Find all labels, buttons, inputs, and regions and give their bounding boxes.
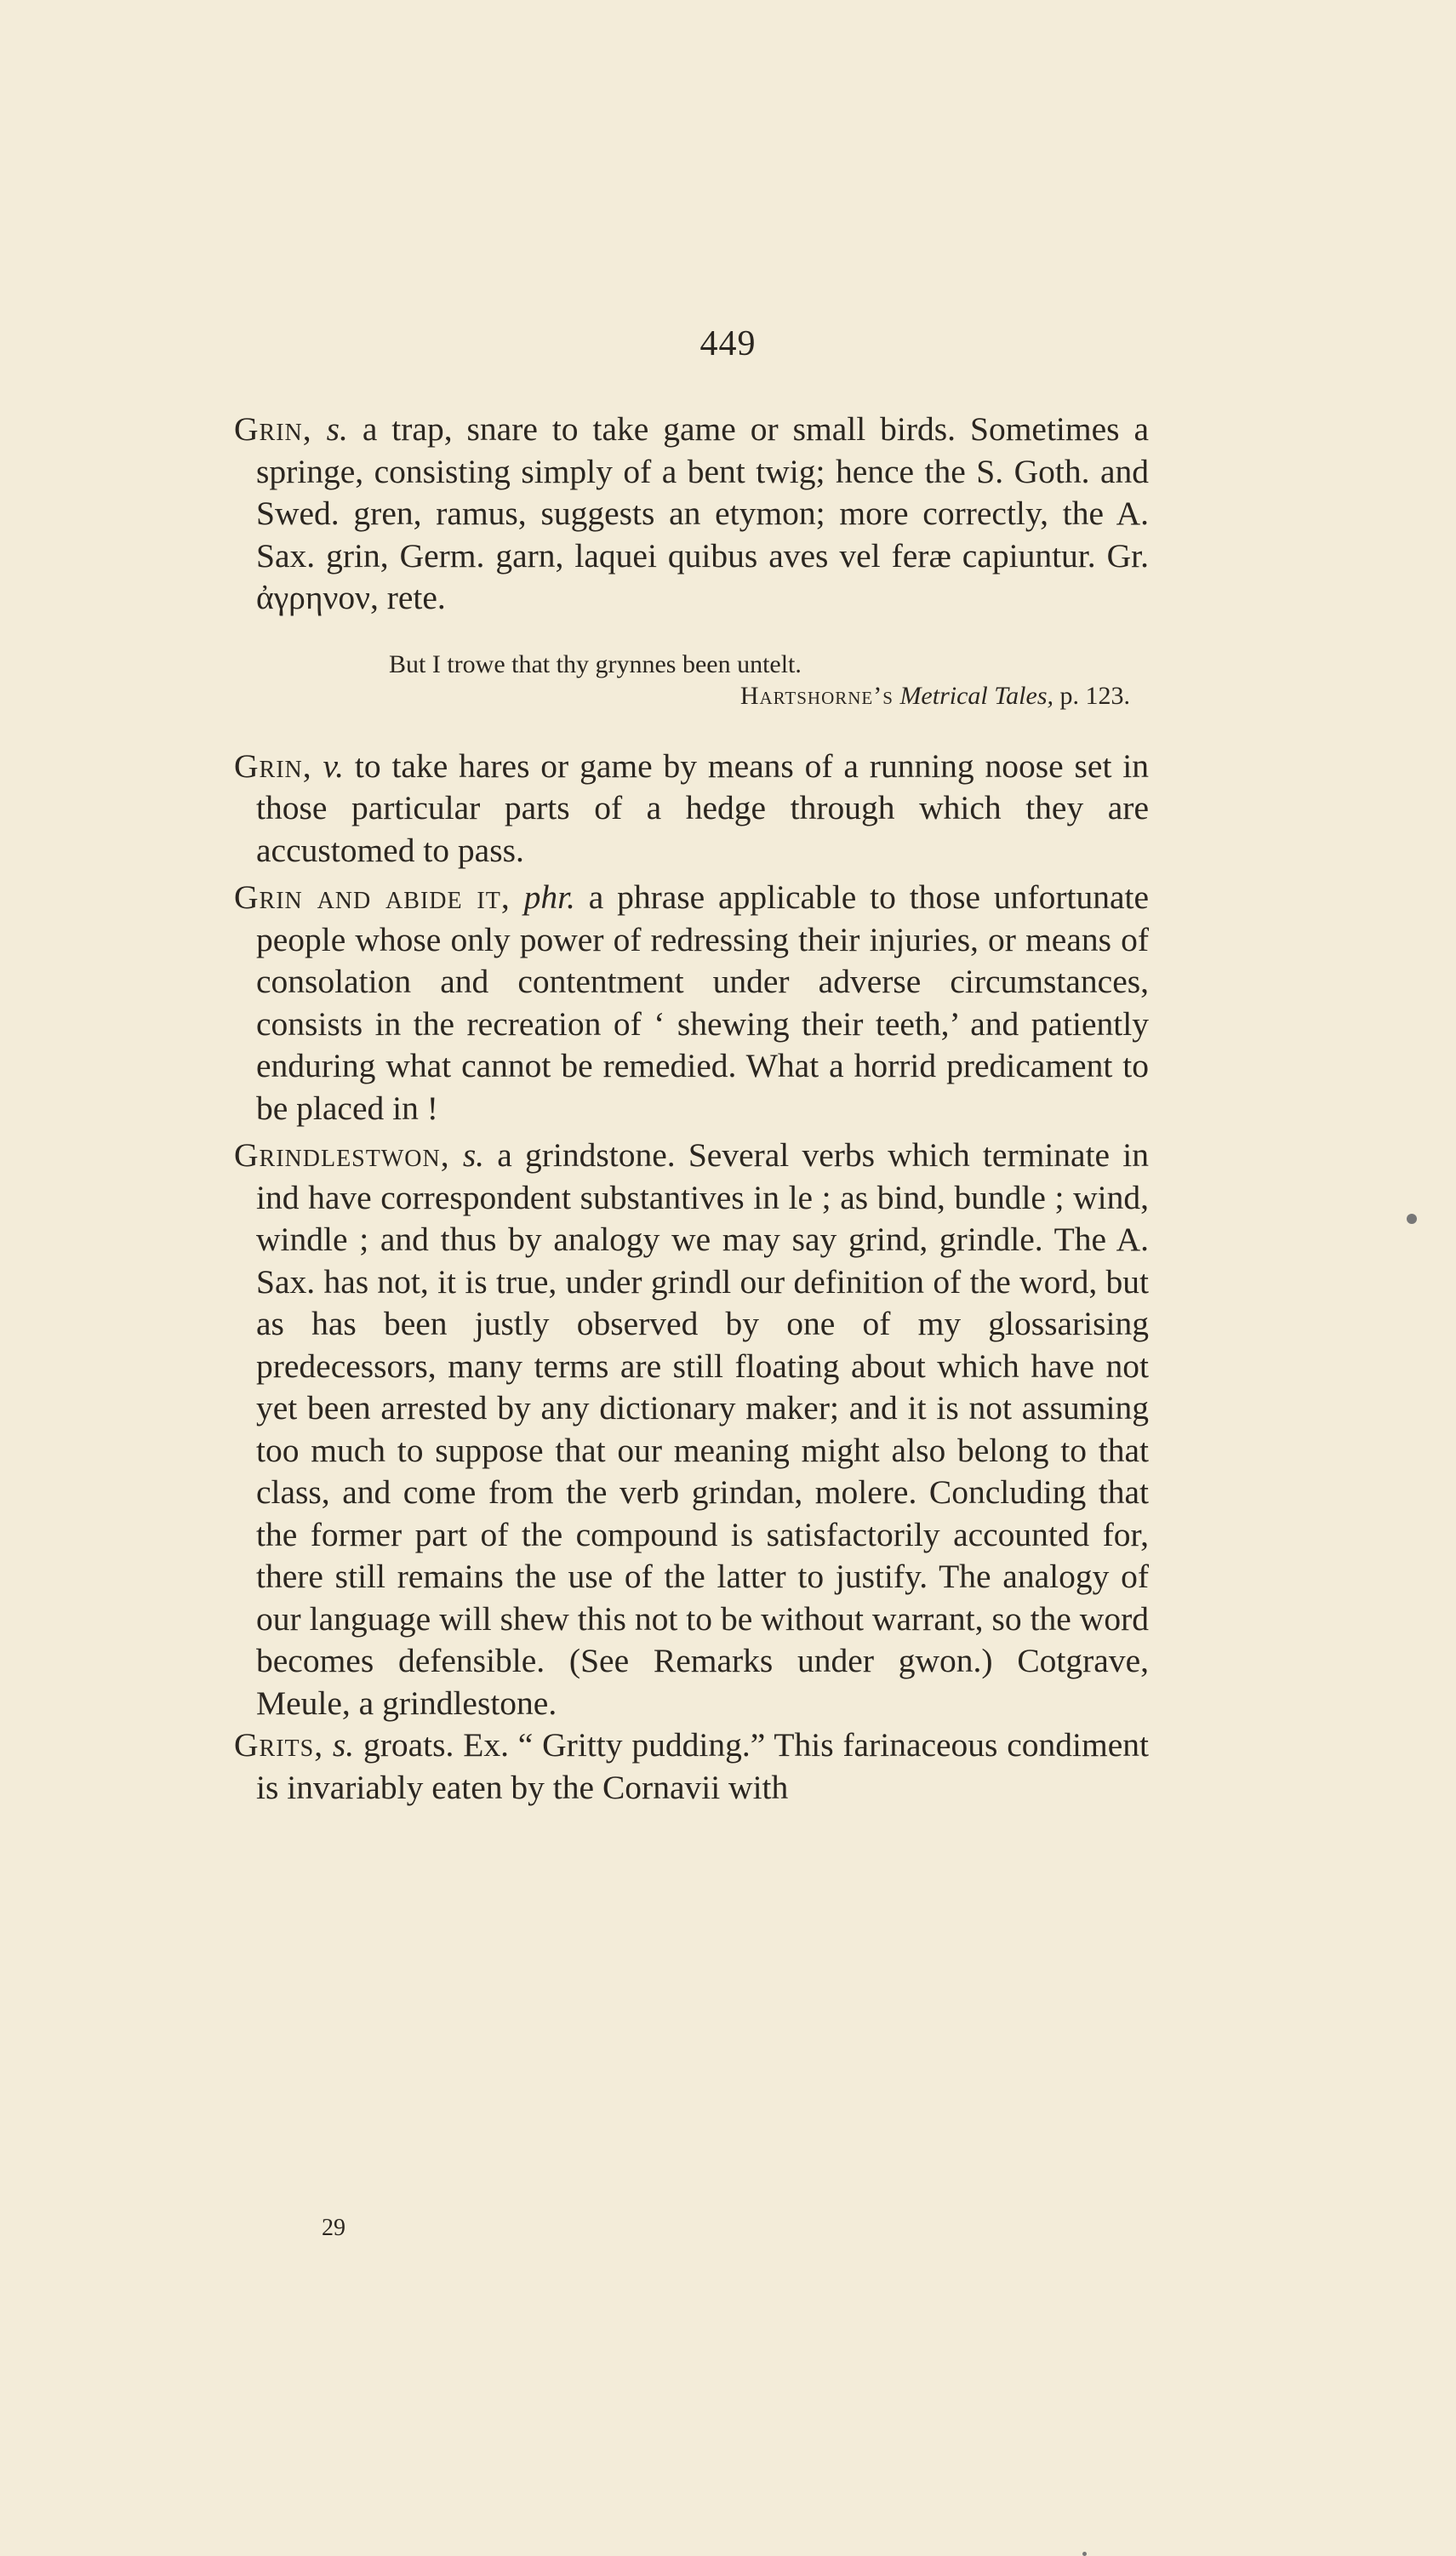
entry-pos: s. xyxy=(462,1136,485,1174)
paper-speck xyxy=(1407,1214,1417,1224)
entry-definition: a trap, snare to take game or small birds. Sometimes a springe, consisting simply of a bent twig; hence the S. Goth. and Swed. gren, ramus, suggests an etymon; more correctly, the A. Sax. grin, Germ. garn, laquei quibus aves vel feræ capiuntur. Gr. ἀγρηνον, rete. xyxy=(256,410,1150,616)
entry-grin-and-abide-it xyxy=(234,877,1149,1129)
entry-headword: Grits, xyxy=(234,1726,324,1764)
citation-source xyxy=(234,680,1149,712)
citation-line: But I trowe that thy grynnes been untelt. xyxy=(389,649,802,678)
paper-speck xyxy=(1082,2552,1087,2556)
entry-pos: s. xyxy=(332,1726,355,1764)
entry-grin-noun xyxy=(234,409,1149,620)
entry-headword: Grin and abide it, xyxy=(234,878,511,916)
page-number: 449 xyxy=(699,324,757,363)
entry-grindlestwon xyxy=(234,1135,1149,1724)
entry-definition: a grindstone. Several verbs which terminate in ind have correspondent substantives in le ; as bind, bundle ; wind, windle ; and thus by analogy we may say grind, grindle. The A. Sax. has not, it is true, under grindl our definition of the word, but as has been justly observed by one of my glossarising predecessors, many terms are still floating about which have not yet been arrested by any dictionary maker; and it is not assuming too much to suppose that our meaning might also belong to that class, and come from the verb grindan, molere. Concluding that the former part of the compound is satisfactorily accounted for, there still remains the use of the latter to justify. The analogy of our language will shew this not to be without warrant, so the word becomes defensible. (See Remarks under gwon.) Cotgrave, Meule, a grindlestone. xyxy=(256,1136,1150,1722)
entry-pos: v. xyxy=(323,746,344,785)
entry-headword: Grin, xyxy=(234,746,312,785)
citation-page: p. 123. xyxy=(1059,681,1130,710)
entry-grin-verb xyxy=(234,746,1149,872)
citation-title: Metrical Tales, xyxy=(899,681,1053,710)
entry-definition: to take hares or game by means of a running noose set in those particular parts of a hedge through which they are accustomed to pass. xyxy=(256,746,1150,869)
entry-definition: groats. Ex. “ Gritty pudding.” This farinaceous condiment is invariably eaten by the Cornavii with xyxy=(256,1726,1149,1806)
signature-mark: 29 xyxy=(322,2215,345,2241)
text-column xyxy=(234,409,1149,1809)
citation-author: Hartshorne’s xyxy=(739,681,894,710)
citation xyxy=(234,649,1149,712)
entry-grits xyxy=(234,1724,1149,1809)
entry-definition: a phrase applicable to those unfortunate people whose only power of redressing their injuries, or means of consolation and contentment under adverse circumstances, consists in the recreation of ‘ shewing their teeth,’ and patiently enduring what cannot be remedied. What a horrid predicament to be placed in ! xyxy=(256,878,1149,1127)
entry-pos: phr. xyxy=(523,878,575,916)
entry-headword: Grindlestwon, xyxy=(234,1136,450,1174)
entry-headword: Grin, xyxy=(234,410,312,448)
entry-pos: s. xyxy=(326,410,348,448)
